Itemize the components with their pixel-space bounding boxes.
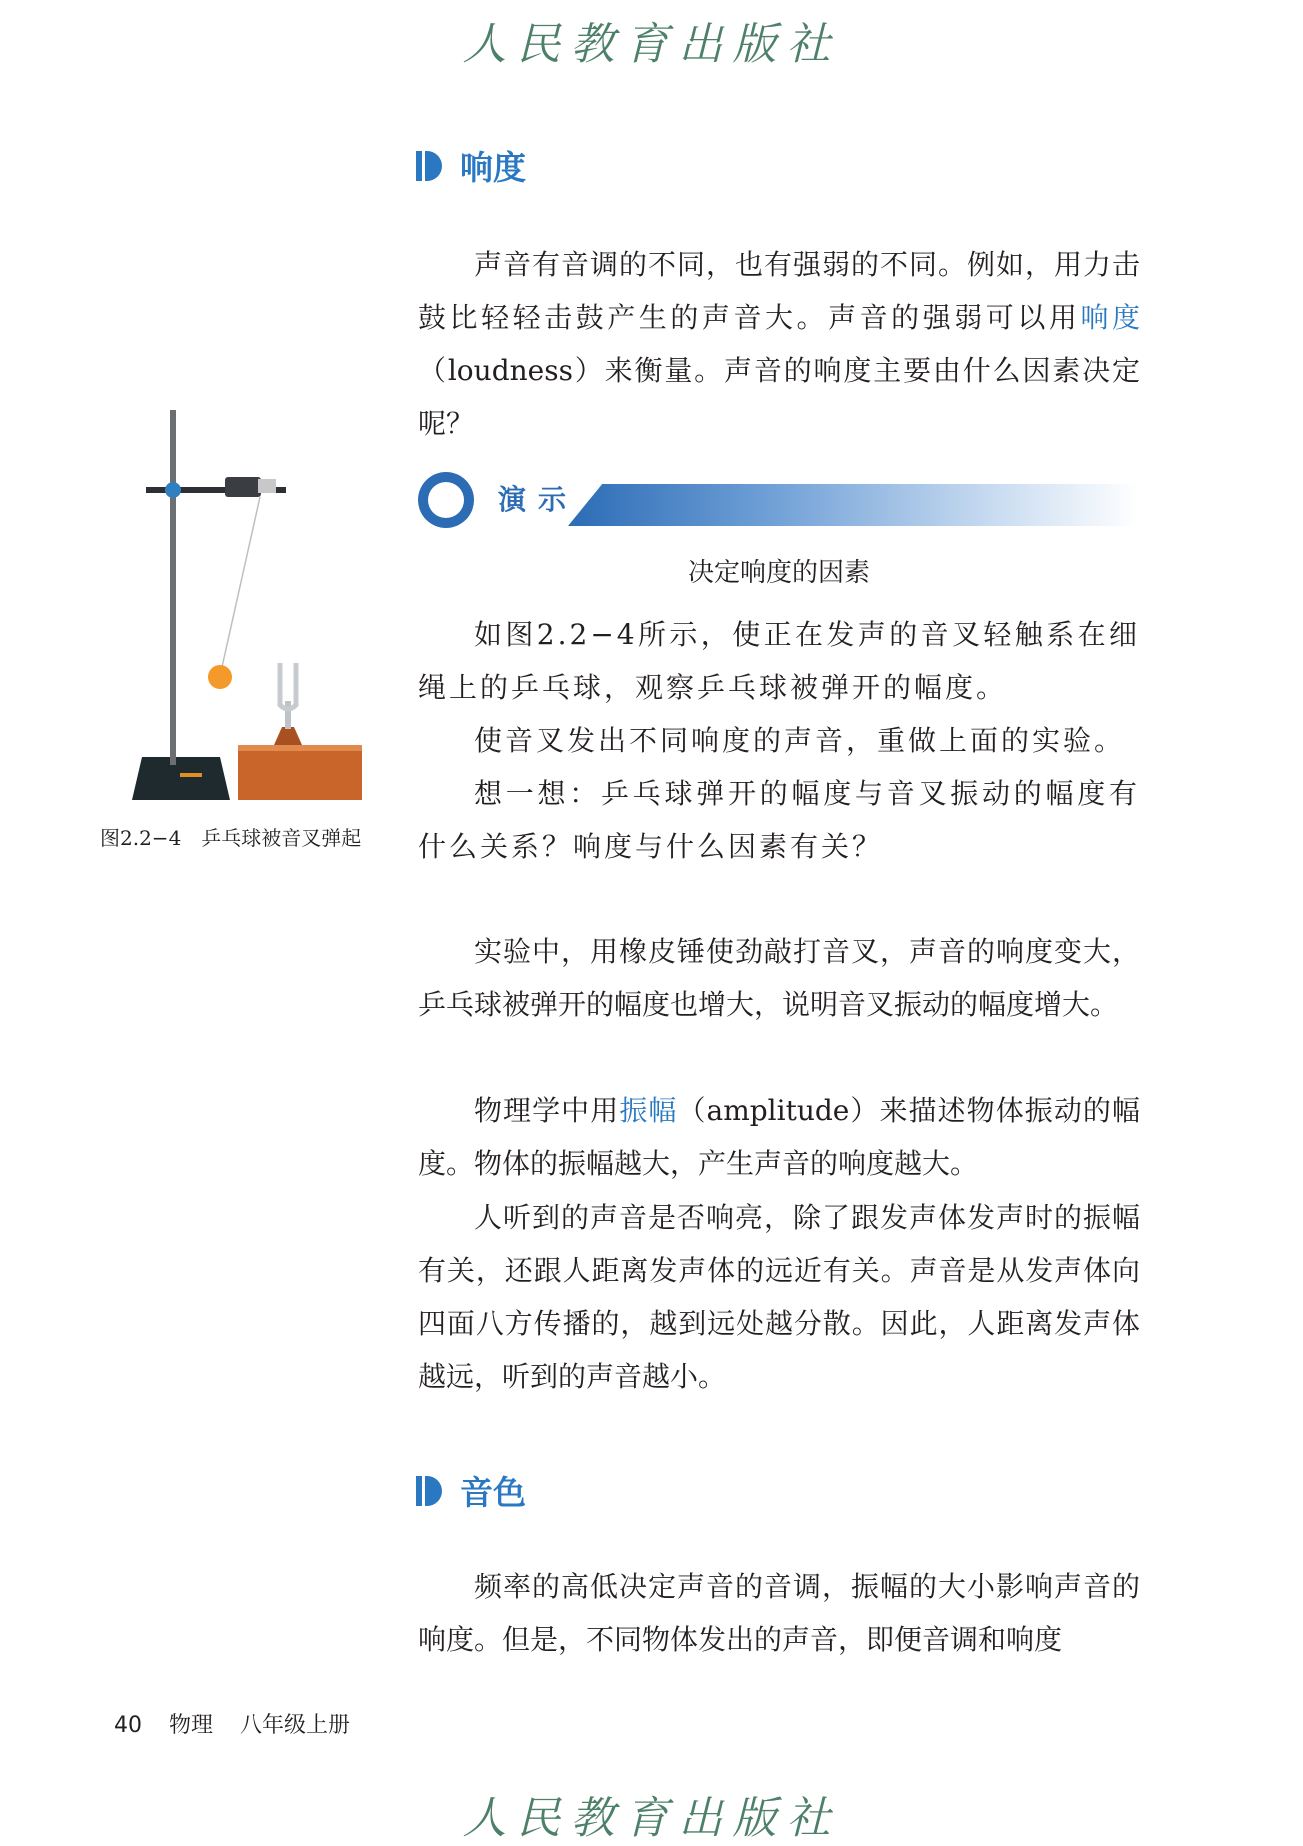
- section-title: 响度: [460, 148, 526, 187]
- demo-title: 决定响度的因素: [687, 558, 870, 588]
- section-title: 音色: [460, 1473, 526, 1512]
- clamp-knob: [165, 482, 181, 498]
- text: （amplitude）来描述物体振动的幅度。物体的振幅越大，产生声音的响度越大。: [418, 1094, 1140, 1180]
- demo-paragraph-3: 想一想：乒乓球弹开的幅度与音叉振动的幅度有什么关系？响度与什么因素有关？: [418, 777, 1140, 863]
- body-paragraph-3: 人听到的声音是否响亮，除了跟发声体发声时的振幅有关，还跟人距离发声体的远近有关。声音是从发声体向四面八方传播的，越到远处越分散。因此，人距离发声体越远，听到的声音越小。: [418, 1201, 1140, 1393]
- figure-caption: 图2.2−4 乒乓球被音叉弹起: [100, 826, 362, 850]
- magnifier-icon: [418, 472, 474, 528]
- stand-rod: [170, 410, 176, 765]
- text: 声音有音调的不同，也有强弱的不同。例如，用力击鼓比轻轻击鼓产生的声音大。声音的强弱可以用: [418, 248, 1140, 334]
- section-marker-icon: [416, 1476, 442, 1506]
- intro-paragraph: [418, 238, 1140, 450]
- apparatus-illustration: [120, 405, 370, 805]
- demo-paragraph-1: 如图2.2−4所示，使正在发声的音叉轻触系在细绳上的乒乓球，观察乒乓球被弹开的幅度。: [418, 618, 1140, 704]
- page-footer: [114, 1708, 370, 1739]
- section-heading-timbre: [416, 1467, 526, 1514]
- publisher-watermark-top: 人民教育出版社: [462, 19, 841, 70]
- page-number: 40: [114, 1713, 142, 1738]
- string: [222, 497, 260, 667]
- timbre-paragraph: 频率的高低决定声音的音调，振幅的大小影响声音的响度。但是，不同物体发出的声音，即便音调和响度: [418, 1570, 1140, 1656]
- term-amplitude: 振幅: [619, 1094, 678, 1127]
- clamp-jaw: [225, 477, 261, 497]
- book-subject: 物理: [169, 1713, 214, 1738]
- demo-banner: [418, 472, 1138, 530]
- clamp-tip: [258, 479, 276, 493]
- figure-tuning-fork-pingpong: [120, 405, 370, 805]
- text: 物理学中用: [474, 1094, 620, 1127]
- demo-label: 演示: [498, 483, 579, 516]
- demo-paragraph-2: 使音叉发出不同响度的声音，重做上面的实验。: [474, 724, 1126, 757]
- text: （loudness）来衡量。声音的响度主要由什么因素决定呢？: [418, 354, 1140, 440]
- resonance-box: [238, 745, 362, 800]
- stand-base: [132, 757, 230, 800]
- term-loudness: 响度: [1080, 301, 1140, 334]
- pingpong-ball: [208, 665, 232, 689]
- publisher-watermark-bottom: 人民教育出版社: [462, 1793, 841, 1844]
- section-marker-icon: [416, 151, 442, 181]
- base-label: [180, 773, 202, 777]
- body-paragraph-2: [418, 1084, 1140, 1190]
- book-grade: 八年级上册: [240, 1713, 351, 1738]
- demo-banner-gradient: [568, 484, 1138, 526]
- section-heading-loudness: [416, 142, 526, 189]
- body-paragraph-1: 实验中，用橡皮锤使劲敲打音叉，声音的响度变大，乒乓球被弹开的幅度也增大，说明音叉振动的幅度增大。: [418, 935, 1140, 1021]
